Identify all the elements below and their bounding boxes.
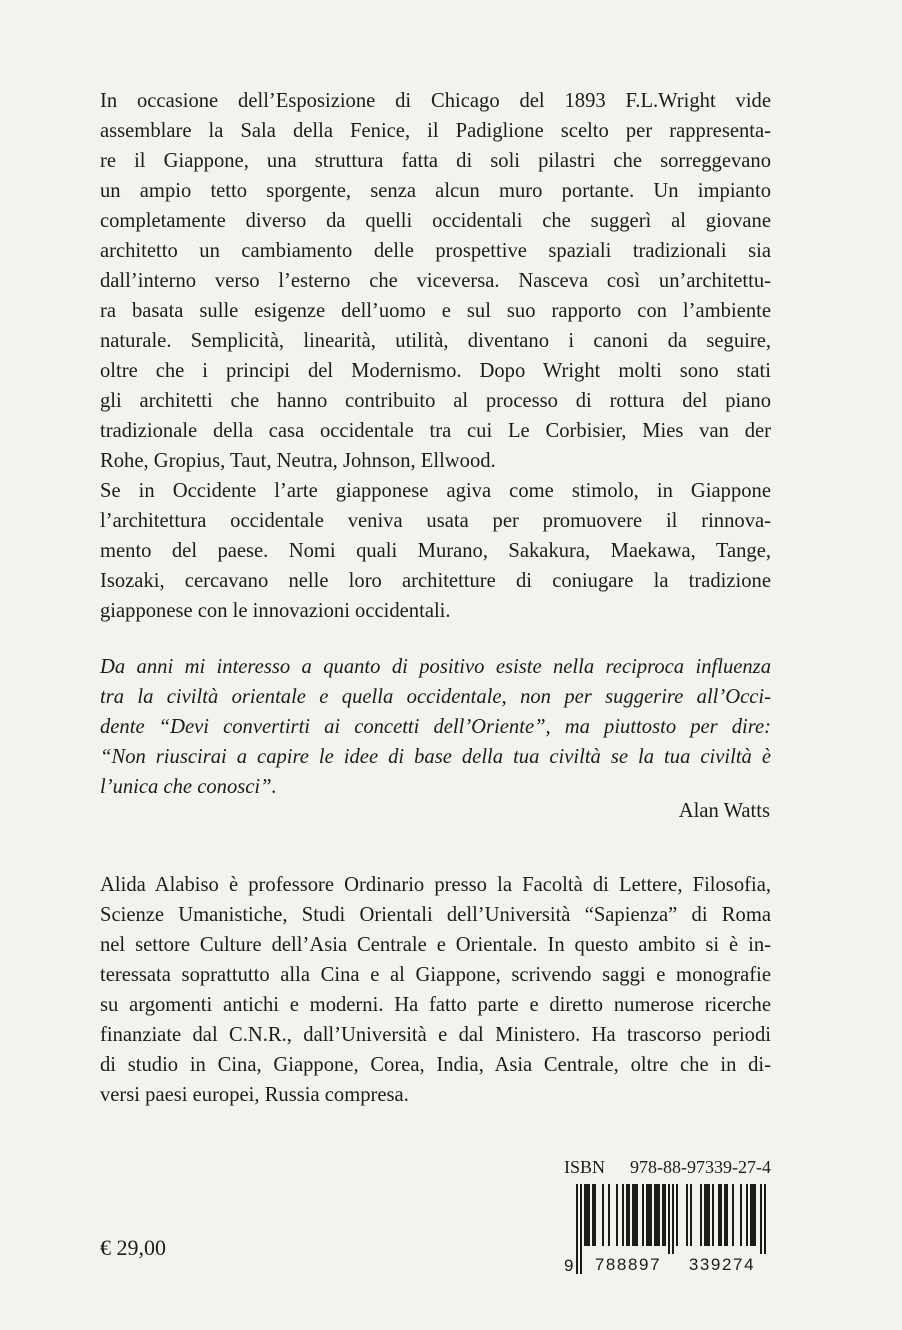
quote-author: Alan Watts	[678, 800, 770, 822]
barcode-bar	[602, 1184, 604, 1246]
quote-line: “Non riuscirai a capire le idee di base della tua civiltà se la tua civiltà è	[100, 746, 771, 768]
quote-line: dente “Devi convertirti ai concetti dell’Oriente”, ma piuttosto per dire:	[100, 716, 771, 738]
barcode-bar	[642, 1184, 644, 1246]
barcode-bar	[650, 1184, 652, 1246]
barcode-bar	[732, 1184, 734, 1246]
quote-line: l’unica che conosci”.	[100, 776, 277, 798]
bio-line: finanziate dal C.N.R., dall’Università e dal Ministero. Ha trascorso periodi	[100, 1024, 771, 1046]
barcode-bar	[588, 1184, 590, 1246]
barcode-bar	[706, 1184, 708, 1246]
barcode-bar	[626, 1184, 628, 1246]
barcode-bar	[664, 1184, 666, 1246]
barcode-digit-group-right: 339274	[676, 1254, 768, 1276]
barcode-bar	[754, 1184, 756, 1246]
bio-line: nel settore Culture dell’Asia Centrale e Orientale. In questo ambito si è in-	[100, 934, 771, 956]
barcode-bar	[708, 1184, 710, 1246]
barcode-bar	[608, 1184, 610, 1246]
intro-line: Isozaki, cercavano nelle loro architetture di coniugare la tradizione	[100, 570, 771, 592]
intro-line: giapponese con le innovazioni occidentali.	[100, 600, 451, 622]
barcode-bar	[634, 1184, 636, 1246]
barcode-bar	[592, 1184, 594, 1246]
intro-line: naturale. Semplicità, linearità, utilità, diventano i canoni da seguire,	[100, 330, 771, 352]
barcode-bar	[656, 1184, 658, 1246]
intro-line: Rohe, Gropius, Taut, Neutra, Johnson, Ellwood.	[100, 450, 496, 472]
barcode-digit-group-left: 788897	[582, 1254, 674, 1276]
barcode-bar	[690, 1184, 692, 1246]
barcode-bar	[648, 1184, 650, 1246]
barcode-bar	[594, 1184, 596, 1246]
bio-line: versi paesi europei, Russia compresa.	[100, 1084, 409, 1106]
bio-line: Scienze Umanistiche, Studi Orientali dell’Università “Sapienza” di Roma	[100, 904, 771, 926]
barcode-bar	[654, 1184, 656, 1246]
barcode-bar	[750, 1184, 752, 1246]
intro-line: completamente diverso da quelli occidentali che suggerì al giovane	[100, 210, 771, 232]
intro-line: In occasione dell’Esposizione di Chicago del 1893 F.L.Wright vide	[100, 90, 771, 112]
barcode-bar	[636, 1184, 638, 1246]
barcode-bar	[658, 1184, 660, 1246]
barcode-bar	[704, 1184, 706, 1246]
barcode-bar	[712, 1184, 714, 1246]
intro-line: ra basata sulle esigenze dell’uomo e sul suo rapporto con l’ambiente	[100, 300, 771, 322]
barcode-bar	[662, 1184, 664, 1246]
isbn-label: ISBN 978-88-97339-27-4	[564, 1157, 771, 1177]
barcode-bar	[718, 1184, 720, 1246]
barcode-digit-first: 9	[564, 1256, 574, 1275]
intro-line: architetto un cambiamento delle prospettive spaziali tradizionali sia	[100, 240, 771, 262]
barcode-bar	[632, 1184, 634, 1246]
intro-line: gli architetti che hanno contribuito al processo di rottura del piano	[100, 390, 771, 412]
barcode-bar	[622, 1184, 624, 1246]
bio-line: su argomenti antichi e moderni. Ha fatto parte e diretto numerose ricerche	[100, 994, 771, 1016]
bio-line: teressata soprattutto alla Cina e al Giappone, scrivendo saggi e monografie	[100, 964, 771, 986]
quote-line: Da anni mi interesso a quanto di positivo esiste nella reciproca influenza	[100, 656, 771, 678]
barcode-bar	[646, 1184, 648, 1246]
intro-line: Se in Occidente l’arte giapponese agiva come stimolo, in Giappone	[100, 480, 771, 502]
barcode-bar	[628, 1184, 630, 1246]
barcode-bar	[586, 1184, 588, 1246]
barcode-bar	[740, 1184, 742, 1246]
bio-line: Alida Alabiso è professore Ordinario presso la Facoltà di Lettere, Filosofia,	[100, 874, 771, 896]
barcode-bar	[584, 1184, 586, 1246]
barcode-bar	[676, 1184, 678, 1246]
intro-line: oltre che i principi del Modernismo. Dopo Wright molti sono stati	[100, 360, 771, 382]
intro-line: mento del paese. Nomi quali Murano, Sakakura, Maekawa, Tange,	[100, 540, 771, 562]
barcode-bar	[700, 1184, 702, 1246]
barcode-bar	[724, 1184, 726, 1246]
barcode-bar	[720, 1184, 722, 1246]
intro-line: re il Giappone, una struttura fatta di soli pilastri che sorreggevano	[100, 150, 771, 172]
barcode-bar	[686, 1184, 688, 1246]
intro-line: un ampio tetto sporgente, senza alcun muro portante. Un impianto	[100, 180, 771, 202]
barcode-bar	[752, 1184, 754, 1246]
intro-line: assemblare la Sala della Fenice, il Padiglione scelto per rappresenta-	[100, 120, 771, 142]
quote-line: tra la civiltà orientale e quella occidentale, non per suggerire all’Occi-	[100, 686, 771, 708]
barcode-bar	[726, 1184, 728, 1246]
barcode-bar	[746, 1184, 748, 1246]
intro-line: dall’interno verso l’esterno che viceversa. Nasceva così un’architettu-	[100, 270, 771, 292]
bio-line: di studio in Cina, Giappone, Corea, India, Asia Centrale, oltre che in di-	[100, 1054, 771, 1076]
intro-line: tradizionale della casa occidentale tra cui Le Corbisier, Mies van der	[100, 420, 771, 442]
barcode-bar	[616, 1184, 618, 1246]
price: € 29,00	[100, 1235, 166, 1260]
intro-line: l’architettura occidentale veniva usata per promuovere il rinnova-	[100, 510, 771, 532]
barcode-digits	[564, 1242, 773, 1276]
